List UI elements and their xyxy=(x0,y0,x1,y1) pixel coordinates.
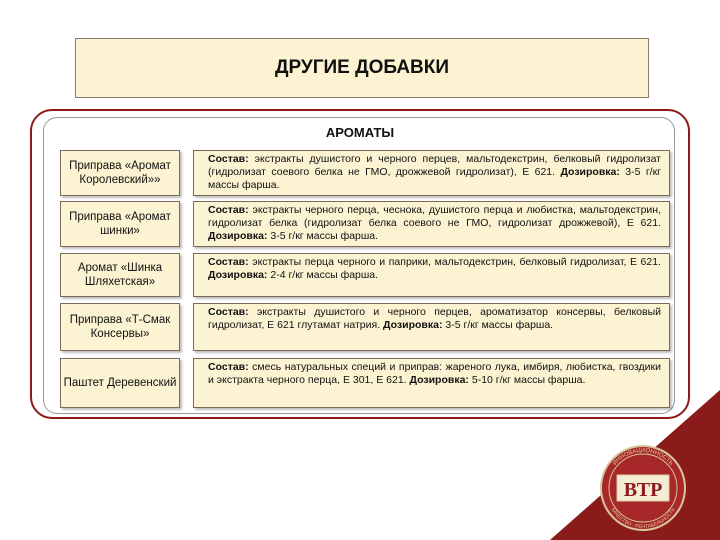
additive-row xyxy=(60,303,675,351)
composition-text: экстракты душистого и черного перцев, мальтодекстрин, белковый гидролизат (гидролизат соевого белка не ГМО, дрожжевой гидролизат), Е 621. xyxy=(208,153,661,178)
logo-ring-top: ИННОВАЦИОННОСТЬ xyxy=(611,447,675,467)
composition-label: Состав: xyxy=(208,361,249,373)
additive-description xyxy=(193,201,670,247)
composition-text: экстракты перца черного и паприки, мальтодекстрин, белковый гидролизат, Е 621. xyxy=(252,256,661,268)
composition-text: экстракты черного перца, чеснока, душистого перца и любистка, мальтодекстрин, гидролизат белка (гидролизат белка соевого не ГМО, гидролизат дрожжевой), Е 621. xyxy=(208,204,661,229)
composition-label: Состав: xyxy=(208,204,249,216)
logo-ring-bottom: КАЧЕСТВО · РЕНТАБЕЛЬНОСТЬ xyxy=(609,506,677,531)
additive-description xyxy=(193,253,670,297)
dosage-label: Дозировка: xyxy=(560,166,620,178)
composition-text: экстракты душистого и черного перцев, ароматизатор консервы, белковый гидролизат, Е 621 глутамат натрия. xyxy=(208,306,661,331)
dosage-label: Дозировка: xyxy=(208,230,268,242)
additive-name: Приправа «Аромат Королевский»» xyxy=(60,150,180,196)
dosage-text: 2-4 г/кг массы фарша. xyxy=(270,269,379,281)
additive-description xyxy=(193,150,670,196)
dosage-text: 3-5 г/кг массы фарша. xyxy=(208,166,661,191)
dosage-label: Дозировка: xyxy=(208,269,268,281)
slide-title-box xyxy=(75,38,649,98)
additive-name: Приправа «Аромат шинки» xyxy=(60,201,180,247)
additive-name: Приправа «Т-Смак Консервы» xyxy=(60,303,180,351)
composition-label: Состав: xyxy=(208,306,249,318)
dosage-text: 3-5 г/кг массы фарша. xyxy=(270,230,379,242)
dosage-label: Дозировка: xyxy=(409,374,469,386)
dosage-text: 5-10 г/кг массы фарша. xyxy=(471,374,586,386)
composition-label: Состав: xyxy=(208,153,249,165)
additive-row xyxy=(60,201,675,247)
composition-label: Состав: xyxy=(208,256,249,268)
additive-description xyxy=(193,303,670,351)
logo-text: ВТР xyxy=(623,479,663,501)
corner-decoration xyxy=(550,380,720,540)
dosage-text: 3-5 г/кг массы фарша. xyxy=(445,319,554,331)
additive-name: Аромат «Шинка Шляхетская» xyxy=(60,253,180,297)
slide-title: ДРУГИЕ ДОБАВКИ xyxy=(274,57,450,78)
additive-row xyxy=(60,253,675,297)
vtr-logo xyxy=(601,446,685,530)
additive-row xyxy=(60,150,675,196)
composition-text: смесь натуральных специй и приправ: жареного лука, имбиря, любистка, гвоздики и экстракта черного перца, Е 301, Е 621. xyxy=(208,361,662,386)
section-title: АРОМАТЫ xyxy=(325,125,395,140)
dosage-label: Дозировка: xyxy=(383,319,443,331)
additive-name: Паштет Деревенский xyxy=(60,358,180,408)
